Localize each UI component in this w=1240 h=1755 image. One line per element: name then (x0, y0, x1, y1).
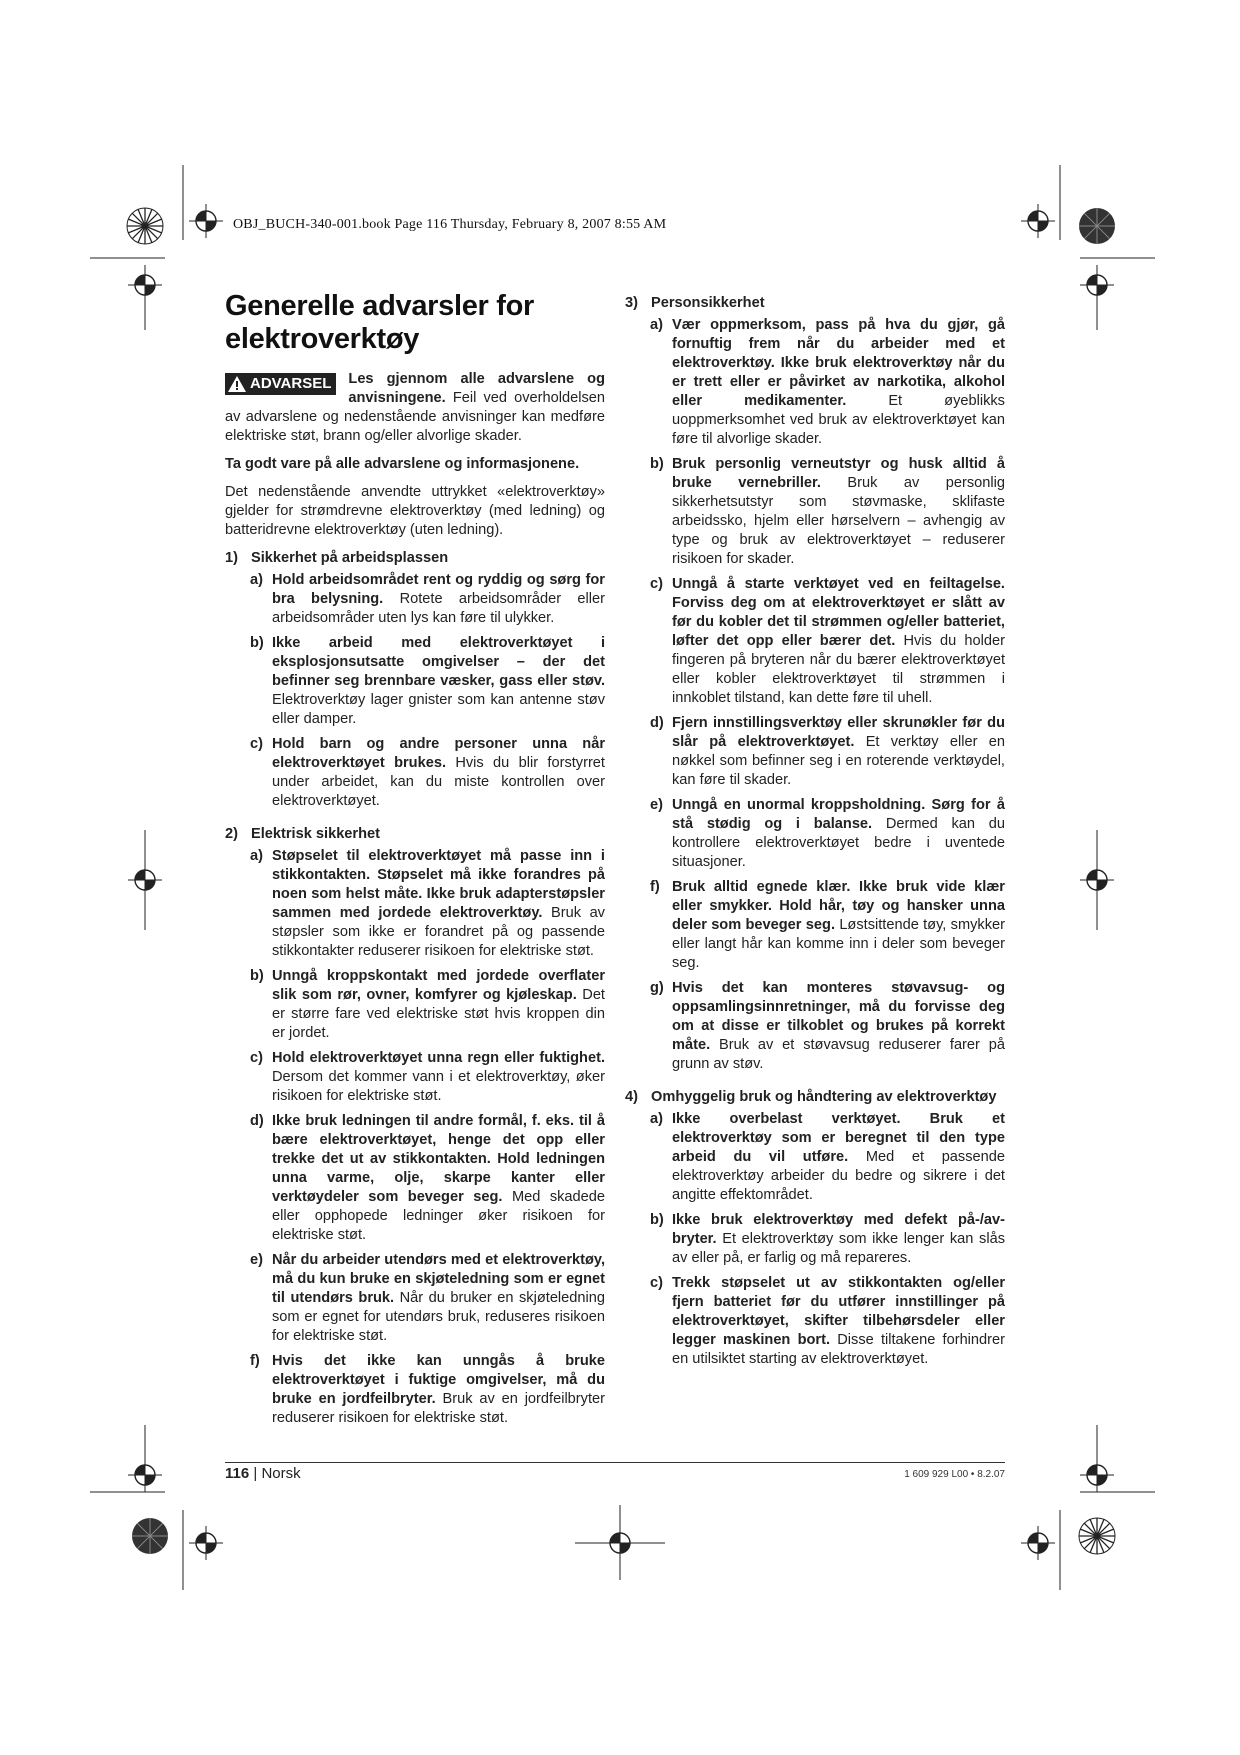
warning-badge (225, 373, 336, 395)
item-letter: c) (650, 1275, 663, 1291)
footer-rule (225, 1462, 1005, 1463)
item-letter: a) (250, 848, 263, 864)
list-item (225, 1049, 605, 1106)
list-item (625, 878, 1005, 973)
item-bold: Ikke bruk ledningen til andre formål, f. eks. til å bære elektroverktøyet, henge det opp eller trekke det ut av stikkontakten. Hold ledningen unna varme, olje, skarpe kanter eller verktøydeler som beveger seg. (272, 1113, 605, 1205)
item-bold: Hold elektroverktøyet unna regn eller fuktighet. (272, 1050, 605, 1066)
item-bold: Vær oppmerksom, pass på hva du gjør, gå fornuftig frem når du arbeider med et elektroverktøy. Ikke bruk elektroverktøy når du er trett eller er påvirket av narkotika, alkohol eller medikamenter. (672, 317, 1005, 409)
item-letter: a) (650, 1111, 663, 1127)
list-item (625, 455, 1005, 569)
list-item (225, 634, 605, 729)
list-item (625, 1110, 1005, 1205)
section-title: Omhyggelig bruk og håndtering av elektroverktøy (651, 1089, 997, 1105)
warning-lead: Les gjennom alle advarslene og anvisningene. (348, 371, 605, 406)
keep-note-text: Ta godt vare på alle advarslene og informasjonene. (225, 456, 580, 472)
item-letter: f) (250, 1353, 260, 1369)
item-text: Løstsittende tøy, smykker eller langt hår kan komme inn i deler som beveger seg. (672, 917, 1005, 971)
list-item (225, 847, 605, 961)
list-item (225, 1112, 605, 1245)
item-bold: Hold arbeidsområdet rent og ryddig og sørg for bra belysning. (272, 572, 605, 607)
item-text: Et verktøy eller en nøkkel som befinner seg i en roterende verktøydel, kan føre til skader. (672, 734, 1005, 788)
warning-text: Feil ved overholdelsen av advarslene og nedenstående anvisninger kan medføre elektriske støt, brann og/eller alvorlige skader. (225, 390, 605, 444)
item-text: Det er større fare ved elektriske støt hvis kroppen din er jordet. (272, 987, 605, 1041)
section-heading (625, 1088, 1005, 1107)
intro-paragraph: Det nedenstående anvendte uttrykket «elektroverktøy» gjelder for strømdrevne elektroverktøy (med ledning) og batteridrevne elektroverktøy (uten ledning). (225, 484, 605, 538)
section-heading (625, 294, 1005, 313)
item-text: Et øyeblikks uoppmerksomhet ved bruk av elektroverktøyet kan føre til alvorlige skader. (672, 393, 1005, 447)
section-number: 2) (225, 826, 238, 842)
item-bold: Fjern innstillingsverktøy eller skrunøkler før du slår på elektroverktøyet. (672, 715, 1005, 750)
item-letter: d) (650, 715, 664, 731)
section-number: 1) (225, 550, 238, 566)
warning-badge-label: ADVARSEL (250, 375, 332, 392)
item-text: Dermed kan du kontrollere elektroverktøyet bedre i uventede situasjoner. (672, 816, 1006, 870)
footer-language: Norsk (261, 1465, 301, 1482)
item-bold: Ikke overbelast verktøyet. Bruk et elektroverktøy som er beregnet til den type arbeid du vil utføre. (672, 1111, 1005, 1165)
warning-paragraph (225, 370, 605, 446)
item-text: Bruk av personlig sikkerhetsutstyr som støvmaske, sklifaste arbeidssko, hjelm eller hørselvern – avhengig av type og bruk av elektroverktøyet – reduserer risikoen for skader. (672, 475, 1005, 567)
item-bold: Hvis det ikke kan unngås å bruke elektroverktøyet i fuktige omgivelser, må du bruke en jordfeilbryter. (272, 1353, 605, 1407)
item-text: Hvis du holder fingeren på bryteren når du bærer elektroverktøyet eller kobler elektroverktøyet til strømmen i innkoblet tilstand, kan dette føre til uhell. (672, 633, 1005, 706)
section-number: 4) (625, 1089, 638, 1105)
item-text: Hvis du blir forstyrret under arbeidet, kan du miste kontrollen over elektroverktøyet. (272, 755, 605, 809)
item-bold: Trekk støpselet ut av stikkontakten og/eller fjern batteriet før du utfører innstillinger på elektroverktøyet, skifter tilbehørsdeler eller legger maskinen bort. (672, 1275, 1005, 1348)
section-heading (225, 825, 605, 844)
item-letter: a) (250, 572, 263, 588)
item-text: Med et passende elektroverktøy arbeider du bedre og sikrere i det angitte effektområdet. (672, 1149, 1005, 1203)
section-title: Sikkerhet på arbeidsplassen (251, 550, 449, 566)
right-column (625, 294, 1005, 1375)
item-letter: b) (250, 968, 264, 984)
item-letter: b) (250, 635, 264, 651)
item-letter: b) (650, 456, 664, 472)
item-bold: Bruk alltid egnede klær. Ikke bruk vide klær eller smykker. Hold hår, tøy og hansker unna deler som beveger seg. (672, 879, 1005, 933)
document-code: 1 609 929 L00 • 8.2.07 (904, 1469, 1005, 1480)
item-text: Bruk av en jordfeilbryter reduserer risikoen for elektriske støt. (272, 1391, 605, 1426)
page-number: 116 (225, 1465, 250, 1482)
section-title: Personsikkerhet (651, 295, 765, 311)
item-bold: Hold barn og andre personer unna når elektroverktøyet brukes. (272, 736, 605, 771)
item-text: Rotete arbeidsområder eller arbeidsområder uten lys kan føre til ulykker. (272, 591, 606, 626)
item-text: Dersom det kommer vann i et elektroverktøy, øker risikoen for elektriske støt. (272, 1069, 605, 1104)
book-header: OBJ_BUCH-340-001.book Page 116 Thursday, February 8, 2007 8:55 AM (233, 217, 667, 232)
section-number: 3) (625, 295, 638, 311)
item-bold: Hvis det kan monteres støvavsug- og oppsamlingsinnretninger, må du forvisse deg om at disse er tilkoblet og brukes på korrekt måte. (672, 980, 1005, 1053)
item-letter: b) (650, 1212, 664, 1228)
list-item (625, 316, 1005, 449)
item-bold: Unngå kroppskontakt med jordede overflater slik som rør, ovner, komfyrer og kjøleskap. (272, 968, 605, 1003)
item-letter: a) (650, 317, 663, 333)
item-bold: Ikke bruk elektroverktøy med defekt på-/av-bryter. (672, 1212, 1005, 1247)
section-title: Elektrisk sikkerhet (251, 826, 380, 842)
item-text: Med skadede eller opphopede ledninger øker risikoen for elektriske støt. (272, 1189, 606, 1243)
item-letter: g) (650, 980, 664, 996)
list-item (225, 1251, 605, 1346)
item-text: Disse tiltakene forhindrer en utilsiktet starting av elektroverktøyet. (672, 1332, 1005, 1367)
item-letter: f) (650, 879, 660, 895)
item-bold: Ikke arbeid med elektroverktøyet i eksplosjonsutsatte omgivelser – der det befinner seg brennbare væsker, gass eller støv. (272, 635, 605, 689)
item-letter: d) (250, 1113, 264, 1129)
warning-triangle-icon (228, 376, 246, 392)
list-item (225, 735, 605, 811)
item-text: Bruk av et støvavsug reduserer farer på grunn av støv. (672, 1037, 1005, 1072)
list-item (625, 575, 1005, 708)
list-item (625, 1211, 1005, 1268)
page-title: Generelle advarsler for elektroverktøy (225, 290, 535, 355)
item-text: Bruk av støpsler som ikke er forandret på og passende stikkontakter reduserer risikoen for elektriske støt. (272, 905, 605, 959)
item-bold: Unngå en unormal kroppsholdning. Sørg for å stå stødig og i balanse. (672, 797, 1005, 832)
list-item (625, 714, 1005, 790)
item-letter: c) (650, 576, 663, 592)
item-bold: Når du arbeider utendørs med et elektroverktøy, må du kun bruke en skjøteledning som er egnet til utendørs bruk. (272, 1252, 605, 1306)
item-text: Når du bruker en skjøteledning som er egnet for utendørs bruk, reduseres risikoen for elektriske støt. (272, 1290, 605, 1344)
item-letter: c) (250, 736, 263, 752)
item-letter: e) (250, 1252, 263, 1268)
item-letter: e) (650, 797, 663, 813)
keep-note (225, 455, 605, 474)
item-bold: Bruk personlig verneutstyr og husk alltid å bruke vernebriller. (672, 456, 1005, 491)
item-letter: c) (250, 1050, 263, 1066)
item-bold: Støpselet til elektroverktøyet må passe inn i stikkontakten. Støpselet må ikke forandres på noen som helst måte. Ikke bruk adapterstøpsler sammen med jordede elektroverktøy. (272, 848, 605, 921)
page-footer (225, 1465, 301, 1482)
item-bold: Unngå å starte verktøyet ved en feiltagelse. Forviss deg om at elektroverktøyet er slått av før du kobler det til strømmen og/eller batteriet, løfter det opp eller bærer det. (672, 576, 1005, 649)
item-text: Et elektroverktøy som ikke lenger kan slås av eller på, er farlig og må repareres. (672, 1231, 1005, 1266)
list-item (625, 1274, 1005, 1369)
list-item (625, 979, 1005, 1074)
footer-separator: | (249, 1465, 262, 1482)
list-item (225, 967, 605, 1043)
item-text: Elektroverktøy lager gnister som kan antenne støv eller damper. (272, 692, 605, 727)
list-item (225, 571, 605, 628)
section-heading (225, 549, 605, 568)
list-item (225, 1352, 605, 1428)
list-item (625, 796, 1005, 872)
left-column (225, 290, 605, 1434)
